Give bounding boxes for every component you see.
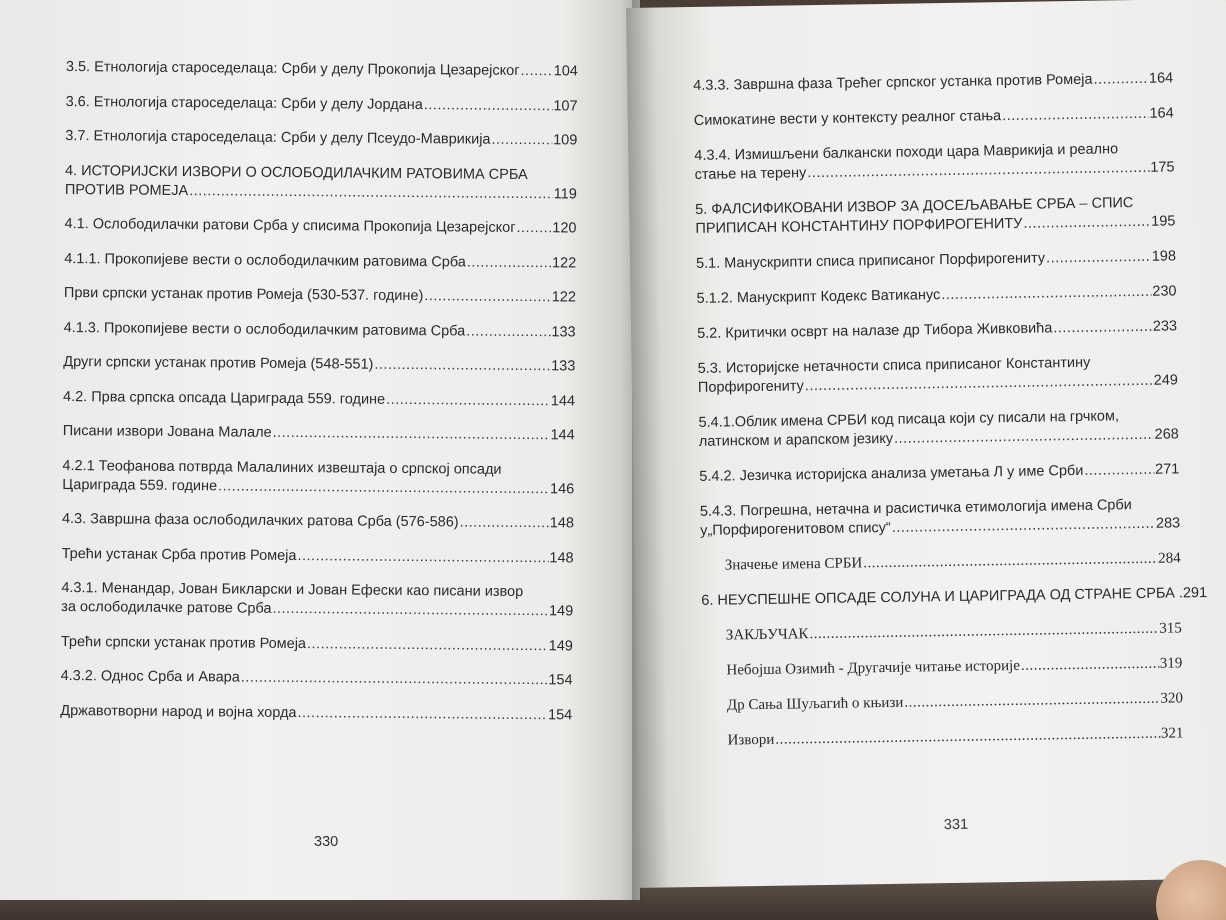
toc-entry: [64, 284, 576, 307]
toc-entry-line: [63, 387, 575, 410]
dot-leader: [374, 356, 550, 377]
toc-entry: [694, 104, 1174, 131]
toc-page-number: 233: [1152, 318, 1178, 335]
toc-page-number: 230: [1152, 283, 1177, 300]
toc-entry: [61, 667, 573, 690]
toc-entry: [694, 139, 1175, 185]
toc-entry-title: Државотворни народ и војна хорда: [60, 702, 297, 721]
dot-leader: [894, 426, 1154, 449]
toc-entry-line: [726, 654, 1182, 680]
toc-entry: [700, 495, 1181, 541]
toc-entry-title: Др Сања Шуљагић о књизи: [726, 694, 904, 714]
toc-entry-title: 6. НЕУСПЕШНЕ ОПСАДЕ СОЛУНА И ЦАРИГРАДА ОД СТРАНЕ СРБА .: [701, 585, 1184, 609]
toc-entry-title: за ослободилачке ратове Срба: [61, 598, 272, 617]
toc-entry-title: 3.5. Етнологија староседелаца: Срби у делу Прокопија Цезарејског: [65, 58, 520, 79]
toc-entry-line: [62, 510, 574, 533]
toc-entry-line: [697, 317, 1177, 344]
toc-entry-title: 3.7. Етнологија староседелаца: Срби у делу Псеудо-Маврикија: [65, 127, 491, 148]
toc-page-number: 268: [1154, 426, 1179, 443]
toc-page-number: 107: [553, 97, 578, 114]
toc-entry-line: [727, 724, 1183, 750]
toc-page-number: 195: [1151, 213, 1176, 230]
toc-entry: [61, 579, 573, 621]
dot-leader: [892, 515, 1155, 538]
toc-entry-title: 5.1.2. Манускрипт Кодекс Ватиканус: [696, 287, 941, 307]
toc-entry-line: [62, 475, 574, 498]
toc-entry-line: [65, 127, 577, 150]
toc-page-number: 319: [1159, 655, 1183, 672]
toc-entry-line: [61, 632, 573, 655]
toc-page-number: 104: [553, 63, 578, 80]
toc-entry-title: Други српски устанак против Ромеја (548-551): [63, 353, 374, 373]
toc-entry-line: [64, 249, 576, 272]
toc-entry-title: 4. ИСТОРИЈСКИ ИЗВОРИ О ОСЛОБОДИЛАЧКИМ РАТОВИМА СРБА: [64, 162, 528, 183]
toc-entry-title: Писани извори Јована Малале: [62, 422, 272, 441]
toc-entry-line: [726, 619, 1182, 645]
right-toc-list: [693, 69, 1208, 766]
toc-entry-title: 4.3. Завршна фаза ослободилачких ратова Срба (576-586): [61, 510, 459, 531]
dot-leader: [1046, 248, 1151, 269]
dot-leader: [273, 424, 550, 445]
toc-entry-line: [63, 353, 575, 376]
toc-entry: [693, 69, 1173, 96]
toc-entry-title: 4.3.3. Завршна фаза Трећег српског устанка против Ромеја: [693, 71, 1093, 94]
toc-entry: [703, 689, 1183, 716]
toc-entry-line: [60, 701, 572, 724]
left-page-number: 330: [314, 834, 339, 850]
dot-leader: [297, 704, 547, 725]
toc-entry-title: ЗАКЉУЧАК: [725, 626, 809, 644]
toc-page-number: 149: [548, 603, 574, 620]
toc-entry: [702, 654, 1182, 681]
toc-page-number: 154: [548, 706, 573, 723]
toc-entry-title: 3.6. Етнологија староседелаца: Срби у делу Јордана: [65, 93, 423, 113]
dot-leader: [491, 131, 552, 151]
toc-entry-line: [64, 318, 576, 341]
toc-entry: [698, 406, 1179, 452]
dot-leader: [807, 159, 1149, 183]
toc-page-number: 321: [1160, 725, 1184, 742]
toc-page-number: 148: [549, 549, 574, 566]
toc-entry-line: [694, 104, 1174, 131]
toc-entry-title: 5.3. Историјске нетачности списа приписаног Константину: [697, 354, 1091, 377]
toc-entry: [64, 318, 576, 341]
toc-entry-title: Први српски устанак против Ромеја (530-537. године): [63, 284, 424, 305]
toc-page-number: 120: [552, 220, 577, 237]
toc-page-number: 119: [553, 185, 577, 202]
toc-entry-title: 4.2. Прва српска опсада Цариграда 559. године: [62, 388, 386, 408]
toc-entry-line: [64, 284, 576, 307]
toc-entry-title: стање на терену: [694, 165, 807, 183]
toc-entry-title: Цариграда 559. године: [62, 476, 218, 494]
toc-entry-title: латинском и арапском језику: [698, 430, 894, 450]
toc-entry-line: [64, 215, 576, 238]
dot-leader: [218, 477, 549, 499]
dot-leader: [272, 600, 548, 621]
toc-entry: [66, 92, 578, 115]
toc-entry-line: [727, 689, 1183, 715]
toc-page-number: 320: [1160, 690, 1184, 707]
toc-entry: [62, 456, 574, 498]
toc-page-number: 249: [1153, 372, 1179, 389]
toc-entry-title: 5.4.2. Језичка историјска анализа уметања Л у име Срби: [699, 462, 1084, 485]
toc-entry: [697, 317, 1177, 344]
dot-leader: [297, 547, 548, 568]
toc-entry: [63, 387, 575, 410]
toc-entry: [65, 161, 577, 203]
toc-entry-line: [65, 180, 577, 203]
toc-entry-line: [701, 584, 1208, 611]
right-page-number: 331: [943, 816, 969, 834]
toc-entry-line: [699, 460, 1179, 487]
toc-entry-title: ПРИПИСАН КОНСТАНТИНУ ПОРФИРОГЕНИТУ: [695, 215, 1023, 237]
toc-entry: [62, 544, 574, 567]
toc-page-number: 154: [548, 672, 573, 689]
dot-leader: [1084, 461, 1154, 481]
toc-entry-title: 4.1.1. Прокопијеве вести о ослободилачким ратовима Срба: [64, 250, 466, 270]
toc-entry: [699, 460, 1179, 487]
toc-entry-line: [61, 598, 573, 621]
toc-entry-line: [725, 549, 1181, 575]
toc-page-number: 146: [549, 480, 575, 497]
dot-leader: [520, 62, 552, 81]
toc-entry-title: 5.4.3. Погрешна, нетачна и расистичка етимологија имена Срби: [699, 497, 1132, 520]
toc-entry: [61, 632, 573, 655]
dot-leader: [1093, 70, 1148, 90]
toc-entry-title: Извори: [727, 731, 775, 749]
toc-entry: [696, 247, 1176, 274]
toc-entry: [63, 422, 575, 445]
toc-page-number: 283: [1155, 515, 1181, 532]
toc-entry: [64, 249, 576, 272]
dot-leader: [1053, 318, 1152, 339]
toc-entry-title: 5.4.1.Облик имена СРБИ код писаца који су писали на грчком,: [698, 408, 1120, 431]
toc-entry-title: Небојша Озимић - Другачије читање историје: [726, 657, 1021, 679]
toc-entry-title: Симокатине вести у контексту реалног стања: [693, 108, 1002, 129]
toc-entry: [64, 215, 576, 238]
toc-entry-title: ПРОТИВ РОМЕЈА: [64, 181, 189, 199]
dot-leader: [424, 287, 551, 307]
dot-leader: [775, 725, 1160, 750]
dot-leader: [467, 253, 551, 273]
toc-entry-title: Порфирогениту: [697, 378, 804, 396]
toc-page-number: 164: [1148, 70, 1174, 87]
toc-page-number: 148: [549, 515, 575, 532]
toc-page-number: 122: [551, 254, 577, 271]
toc-entry-title: 5. ФАЛСИФИКОВАНИ ИЗВОР ЗА ДОСЕЉАВАЊЕ СРБА – СПИС: [695, 195, 1134, 218]
dot-leader: [805, 372, 1153, 396]
dot-leader: [863, 550, 1157, 574]
toc-page-number: 315: [1159, 620, 1182, 637]
toc-entry-line: [63, 422, 575, 445]
toc-page-number: 144: [550, 392, 576, 409]
toc-entry-line: [62, 544, 574, 567]
dot-leader: [466, 322, 550, 342]
toc-page-number: 164: [1149, 105, 1174, 122]
dot-leader: [941, 283, 1151, 305]
toc-page-number: 133: [551, 323, 576, 340]
toc-entry-line: [66, 58, 578, 81]
toc-entry-title: Трећи устанак Срба против Ромеја: [61, 545, 297, 564]
toc-entry-line: [66, 92, 578, 115]
toc-entry: [696, 282, 1176, 309]
toc-page-number: 133: [551, 358, 576, 375]
toc-entry: [695, 193, 1176, 239]
dot-leader: [460, 513, 549, 533]
toc-entry-line: [693, 69, 1173, 96]
dot-leader: [386, 390, 550, 410]
toc-entry: [698, 352, 1179, 398]
toc-entry-title: 4.1. Ослободилачки ратови Срба у списима Прокопија Цезарејског: [64, 215, 516, 236]
toc-entry: [63, 353, 575, 376]
toc-entry-title: Значење имена СРБИ: [724, 555, 863, 574]
toc-entry-title: 4.1.3. Прокопијеве вести о ослободилачким ратовима Срба: [63, 319, 466, 339]
toc-entry-title: 4.3.4. Измишљени балкански походи цара Маврикија и реално: [694, 141, 1119, 164]
toc-entry-title: 4.2.1 Теофанова потврда Малалиних извештаја о српској опсади: [62, 457, 502, 478]
dot-leader: [424, 96, 553, 116]
toc-entry-title: 5.1. Манускрипти списа приписаног Порфирогениту: [695, 250, 1046, 272]
dot-leader: [1023, 213, 1150, 234]
toc-entry-title: Трећи српски устанак против Ромеја: [60, 633, 307, 652]
toc-entry-line: [61, 667, 573, 690]
dot-leader: [1021, 655, 1159, 676]
dot-leader: [307, 635, 548, 656]
dot-leader: [809, 620, 1158, 644]
toc-entry-line: [696, 282, 1176, 309]
toc-entry: [703, 724, 1183, 751]
toc-page-number: 122: [551, 289, 576, 306]
toc-entry-line: [696, 247, 1176, 274]
toc-page-number: 284: [1158, 550, 1181, 567]
toc-entry: [701, 584, 1208, 611]
toc-page-number: 144: [550, 427, 575, 444]
toc-page-number: 291: [1182, 584, 1208, 602]
toc-page-number: 198: [1151, 248, 1177, 265]
toc-page-number: 271: [1154, 461, 1180, 478]
toc-entry: [702, 619, 1182, 646]
right-page: [626, 0, 1226, 888]
dot-leader: [189, 182, 553, 204]
toc-entry: [701, 549, 1181, 576]
toc-entry-title: 4.3.1. Менандар, Јован Бикларски и Јован Ефески као писани извор: [61, 579, 524, 601]
toc-page-number: 175: [1150, 159, 1175, 176]
toc-page-number: 109: [553, 132, 578, 149]
dot-leader: [516, 219, 551, 238]
toc-page-number: 149: [548, 637, 573, 654]
toc-entry: [62, 510, 574, 533]
toc-entry: [66, 58, 578, 81]
dot-leader: [241, 669, 548, 691]
toc-entry: [65, 127, 577, 150]
dot-leader: [1002, 105, 1149, 126]
left-toc-list: [60, 58, 578, 740]
toc-entry: [60, 701, 572, 724]
toc-entry-title: 5.2. Критички осврт на налазе др Тибора Живковића: [697, 320, 1053, 342]
dot-leader: [904, 690, 1159, 713]
toc-entry-title: у„Порфирогенитовом спису“: [700, 519, 891, 539]
toc-entry-title: 4.3.2. Однос Срба и Авара: [60, 667, 240, 686]
